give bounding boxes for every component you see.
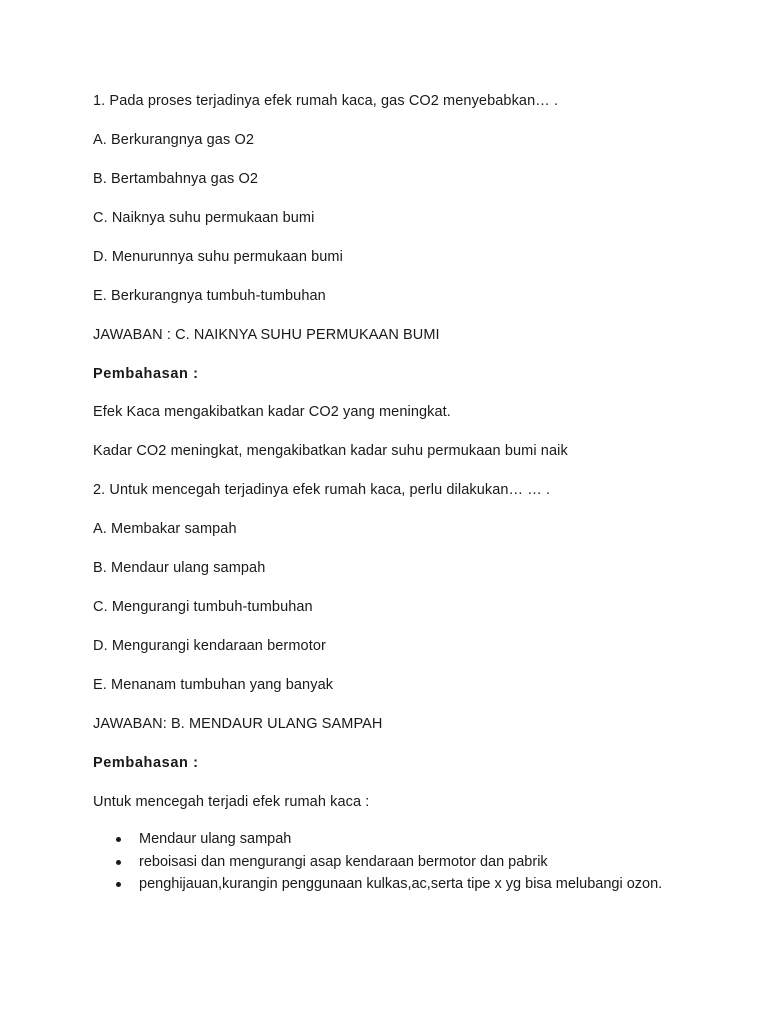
bullet-text: penghijauan,kurangin penggunaan kulkas,ac,serta tipe x yg bisa melubangi ozon. [139,876,663,892]
q1-discussion-line-2: Kadar CO2 meningkat, mengakibatkan kadar suhu permukaan bumi naik [93,443,568,459]
q1-answer: JAWABAN : C. NAIKNYA SUHU PERMUKAAN BUMI [93,327,440,343]
bullet-dot-icon [116,837,121,842]
q2-option-e: E. Menanam tumbuhan yang banyak [93,677,334,693]
question-1: 1. Pada proses terjadinya efek rumah kaca, gas CO2 menyebabkan… . [93,93,559,109]
q1-option-c: C. Naiknya suhu permukaan bumi [93,210,315,226]
q2-option-d: D. Mengurangi kendaraan bermotor [93,638,326,654]
q2-discussion-heading: Pembahasan : [93,755,199,771]
q1-option-a: A. Berkurangnya gas O2 [93,132,254,148]
q1-discussion-heading: Pembahasan : [93,366,199,382]
q1-discussion-line-1: Efek Kaca mengakibatkan kadar CO2 yang meningkat. [93,404,451,420]
q1-option-e: E. Berkurangnya tumbuh-tumbuhan [93,288,326,304]
q2-option-b: B. Mendaur ulang sampah [93,560,266,576]
q2-discussion-intro: Untuk mencegah terjadi efek rumah kaca : [93,794,370,810]
q2-option-a: A. Membakar sampah [93,521,237,537]
q2-option-c: C. Mengurangi tumbuh-tumbuhan [93,599,313,615]
q2-answer: JAWABAN: B. MENDAUR ULANG SAMPAH [93,716,383,732]
q1-option-b: B. Bertambahnya gas O2 [93,171,259,187]
q2-bullet-list [93,828,673,896]
bullet-text: reboisasi dan mengurangi asap kendaraan bermotor dan pabrik [139,853,548,870]
list-item [93,828,673,851]
bullet-text: Mendaur ulang sampah [139,831,292,847]
list-item [93,873,673,896]
bullet-dot-icon [116,860,121,865]
bullet-dot-icon [116,882,121,887]
q1-option-d: D. Menurunnya suhu permukaan bumi [93,249,343,265]
question-2: 2. Untuk mencegah terjadinya efek rumah kaca, perlu dilakukan… … . [93,482,551,498]
list-item [93,851,673,874]
